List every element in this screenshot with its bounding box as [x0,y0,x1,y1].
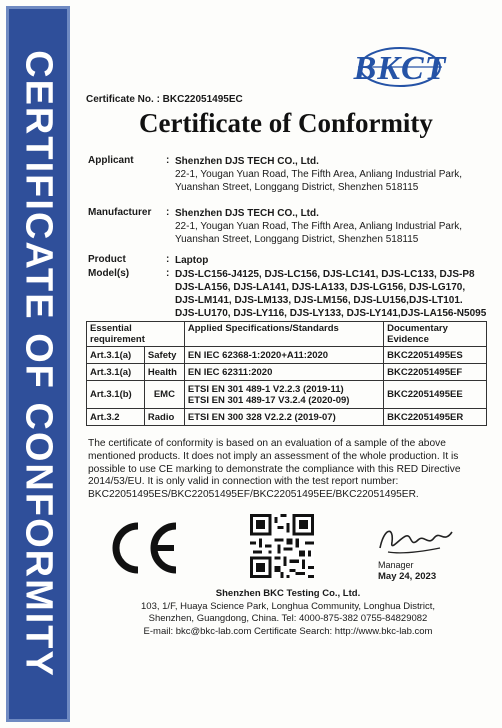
applicant-address-1: 22-1, Yougan Yuan Road, The Fifth Area, Anliang Industrial Park, [175,169,463,180]
row-article: Art.3.1(a) [87,347,145,364]
header-applied-specs: Applied Specifications/Standards [184,322,383,347]
models-label: Model(s) [88,268,130,279]
models-line: DJS-LC156-J4125, DJS-LC156, DJS-LC141, DJS-LC133, DJS-P8 [175,269,475,280]
standards-table [86,321,487,426]
header-essential-requirement: Essential requirement [87,322,185,347]
manufacturer-label: Manufacturer [88,207,152,218]
applicant-address-2: Yuanshan Street, Longgang District, Shenzhen 518115 [175,182,419,193]
applicant-label: Applicant [88,155,134,166]
row-specification: EN IEC 62311:2020 [184,364,383,381]
models-line: DJS-LU170, DJS-LY116, DJS-LY133, DJS-LY141,DJS-LA156-N5095 [175,308,487,319]
issuer-address-2: Shenzhen, Guangdong, China. Tel: 4000-875-382 0755-84829082 [148,613,428,624]
manufacturer-address-1: 22-1, Yougan Yuan Road, The Fifth Area, Anliang Industrial Park, [175,221,463,232]
banner-text: CERTIFICATE OF CONFORMITY [17,50,60,678]
applicant-colon: : [166,155,170,166]
spec-line: ETSI EN 301 489-1 V2.2.3 (2019-11) [187,383,344,395]
qr-code-icon [250,514,314,578]
models-list [175,268,495,320]
logo-text: BKCT [353,50,447,87]
row-specification: EN IEC 62368-1:2020+A11:2020 [184,347,383,364]
product-colon: : [166,254,170,265]
models-colon: : [166,268,170,279]
issuer-contact: E-mail: bkc@bkc-lab.com Certificate Search: http://www.bkc-lab.com [143,625,433,637]
row-evidence: BKC22051495EE [384,381,487,409]
ce-mark-icon [104,520,182,576]
row-requirement: Safety [144,347,184,364]
row-specification: ETSI EN 300 328 V2.2.2 (2019-07) [184,409,383,426]
side-banner [6,6,70,722]
conformity-statement: The certificate of conformity is based on an evaluation of a sample of the above mentioned products. It does not imply an assessment of the whole production. It is possible to use CE marking to demonstrate the compliance with this RED Directive 2014/53/EU. It is only valid in connection with the test report number: BKC22051495ES/BKC22051495EF/BKC22051495EE/BKC22051495ER. [88,438,461,501]
manufacturer-value [175,207,490,246]
issuer-footer [86,588,490,638]
product-value: Laptop [175,255,209,266]
manufacturer-address-2: Yuanshan Street, Longgang District, Shenzhen 518115 [175,234,419,245]
table-row [87,409,487,426]
row-requirement: Health [144,364,184,381]
page-title: Certificate of Conformity [139,108,433,138]
signature-date: May 24, 2023 [378,571,437,582]
certificate-number: Certificate No. : BKC22051495EC [86,94,243,105]
row-evidence: BKC22051495EF [384,364,487,381]
manager-signature-icon [370,518,460,562]
table-header-row [87,322,487,347]
spec-line: ETSI EN 301 489-17 V3.2.4 (2020-09) [187,394,350,406]
signature-role: Manager [378,560,414,570]
row-article: Art.3.1(a) [87,364,145,381]
manufacturer-colon: : [166,207,170,218]
row-specification [184,381,383,409]
header-documentary-evidence: Documentary Evidence [384,322,487,347]
applicant-value [175,155,490,194]
row-article: Art.3.1(b) [87,381,145,409]
row-requirement: EMC [144,381,184,409]
models-line: DJS-LA156, DJS-LA141, DJS-LA133, DJS-LG156, DJS-LG170, [175,282,466,293]
manufacturer-name: Shenzhen DJS TECH CO., Ltd. [175,208,319,219]
row-evidence: BKC22051495ER [384,409,487,426]
issuer-name: Shenzhen BKC Testing Co., Ltd. [215,588,361,599]
row-requirement: Radio [144,409,184,426]
table-row [87,364,487,381]
bkct-logo [352,46,448,88]
applicant-name: Shenzhen DJS TECH CO., Ltd. [175,156,319,167]
table-row [87,381,487,409]
product-label: Product [88,254,126,265]
issuer-address-1: 103, 1/F, Huaya Science Park, Longhua Community, Longhua District, [141,600,435,612]
models-line: DJS-LM141, DJS-LM133, DJS-LM156, DJS-LU156,DJS-LT101. [175,295,463,306]
row-article: Art.3.2 [87,409,145,426]
table-row [87,347,487,364]
row-evidence: BKC22051495ES [384,347,487,364]
